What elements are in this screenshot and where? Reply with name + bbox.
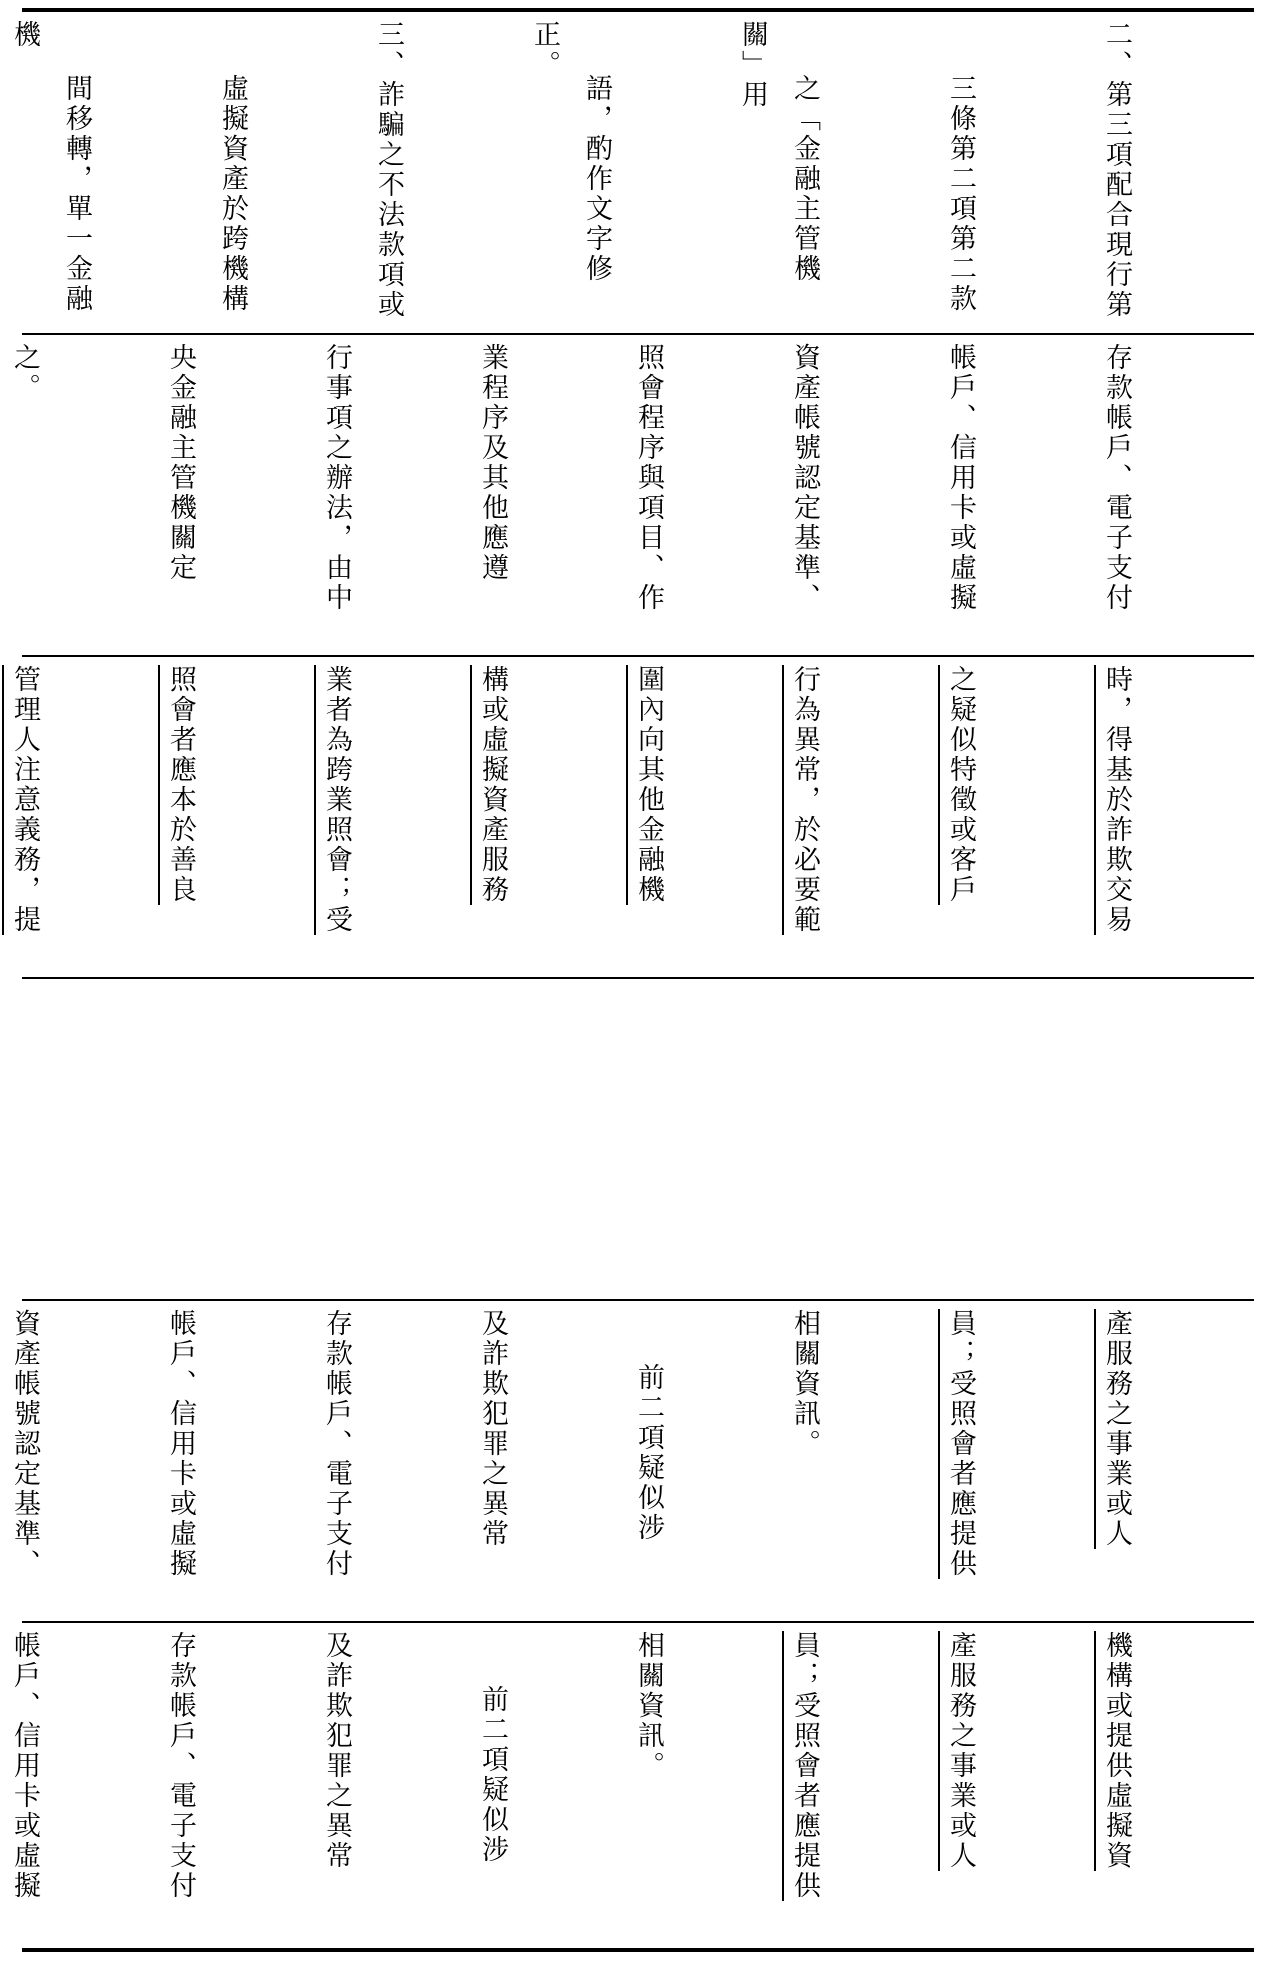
explanation-text (0, 20, 1246, 329)
underlined-line: 行為異常，於必要範 (789, 665, 820, 935)
underlined-line: 產服務之事業或人 (1101, 1309, 1132, 1549)
text-line: 相關資訊。 (789, 1309, 820, 1459)
underlined-line: 業者為跨業照會；受 (321, 665, 352, 935)
underlined-line: 員；受照會者應提供 (945, 1309, 976, 1579)
underlined-line: 之疑似特徵或客戶 (945, 665, 976, 905)
underlined-line: 圍內向其他金融機 (633, 665, 664, 905)
text-line: 三、詐騙之不法款項或 (373, 20, 404, 320)
explanation-band (9, 12, 1254, 333)
underlined-line: 產服務之事業或人 (945, 1631, 976, 1871)
bottom-rule (22, 1948, 1254, 1952)
text-line: 之「金融主管機關」用 (737, 20, 820, 284)
text-line: 語，酌作文字修正。 (529, 20, 612, 284)
text-line: 二、第三項配合現行第 (1101, 20, 1132, 320)
amended-text-band-c (9, 1623, 1254, 1948)
text-line: 相關資訊。 (633, 1631, 664, 1781)
text-line: 行事項之辦法，由中 (321, 343, 352, 613)
text-line: 間移轉，單一金融機 (9, 20, 92, 314)
text-line: 前二項疑似涉 (477, 1685, 508, 1865)
text-line: 帳戶、信用卡或虛擬 (9, 1631, 40, 1901)
underlined-line: 構或虛擬資產服務 (477, 665, 508, 905)
text-line: 存款帳戶、電子支付 (1101, 343, 1132, 613)
text-line: 虛擬資產於跨機構 (217, 74, 248, 314)
text-line: 業程序及其他應遵 (477, 343, 508, 583)
text-line: 照會程序與項目、作 (633, 343, 664, 613)
underlined-line: 時，得基於詐欺交易 (1101, 665, 1132, 935)
text-line: 三條第二項第二款 (945, 74, 976, 314)
text-line: 資產帳號認定基準、 (789, 343, 820, 613)
amended-text-a (0, 665, 1246, 973)
underlined-line: 管理人注意義務，提 (9, 665, 40, 935)
amended-text-b (0, 1309, 1246, 1617)
current-text (0, 343, 1246, 651)
amended-text-band-b (9, 1301, 1254, 1621)
amended-text-c (0, 1631, 1246, 1944)
text-line: 及詐欺犯罪之異常 (321, 1631, 352, 1871)
empty-band (22, 979, 1254, 1299)
text-line: 央金融主管機關定 (165, 343, 196, 583)
amended-text-band-a (9, 657, 1254, 977)
underlined-line: 機構或提供虛擬資 (1101, 1631, 1132, 1871)
text-line: 帳戶、信用卡或虛擬 (945, 343, 976, 613)
underlined-line: 照會者應本於善良 (165, 665, 196, 905)
text-line: 存款帳戶、電子支付 (165, 1631, 196, 1901)
text-line: 及詐欺犯罪之異常 (477, 1309, 508, 1549)
text-line: 帳戶、信用卡或虛擬 (165, 1309, 196, 1579)
text-line: 之。 (9, 343, 40, 403)
text-line: 存款帳戶、電子支付 (321, 1309, 352, 1579)
underlined-line: 員；受照會者應提供 (789, 1631, 820, 1901)
text-line: 資產帳號認定基準、 (9, 1309, 40, 1579)
current-text-band (9, 335, 1254, 655)
text-line: 前二項疑似涉 (633, 1363, 664, 1543)
